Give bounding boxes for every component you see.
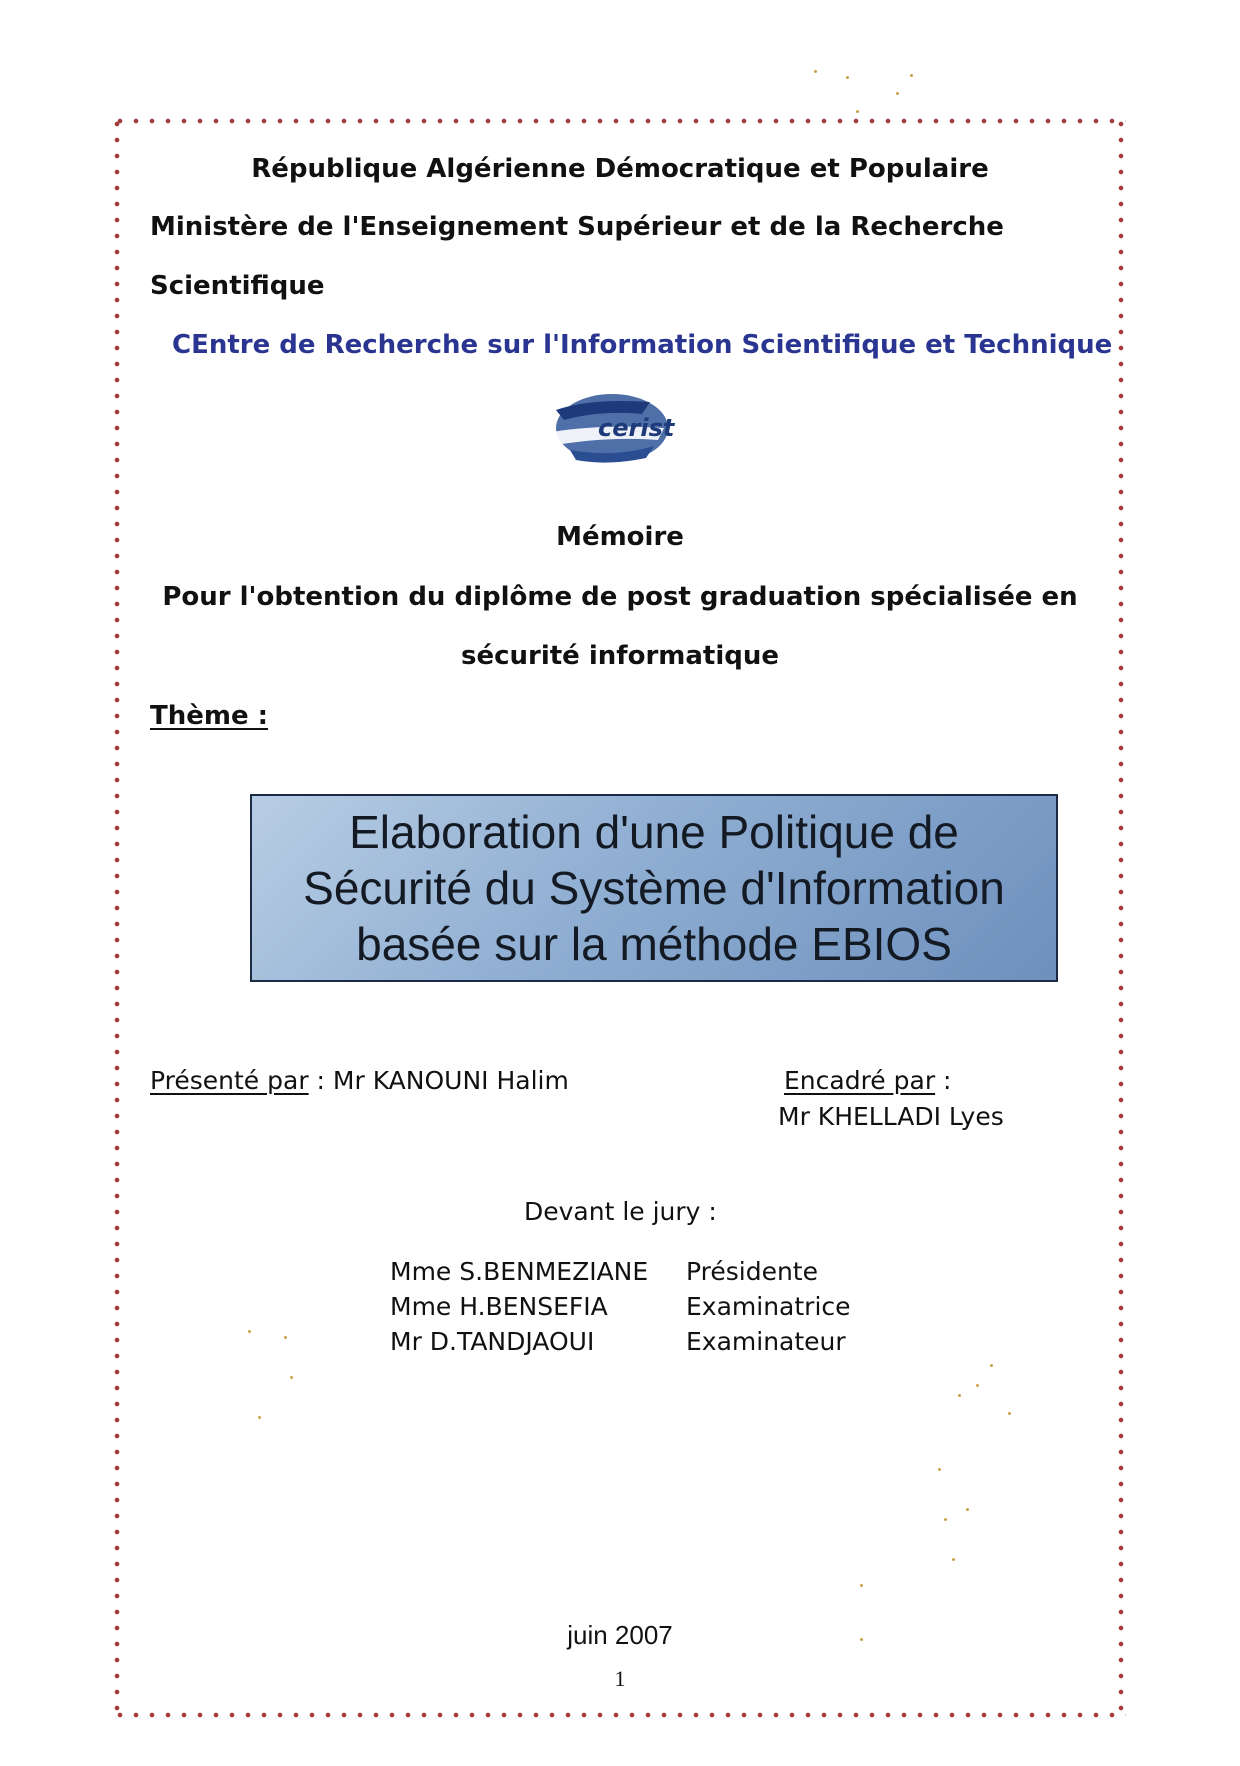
ministry-line-1: Ministère de l'Enseignement Supérieur et de la Recherche (150, 212, 1004, 242)
presented-by (150, 1066, 569, 1095)
supervised-by (784, 1066, 951, 1095)
decorative-speck (1008, 1412, 1011, 1415)
jury-label: Devant le jury : (524, 1197, 717, 1226)
jury-member-name: Mr D.TANDJAOUI (390, 1327, 595, 1356)
jury-member-role: Présidente (686, 1257, 818, 1286)
ministry-line-2: Scientifique (150, 271, 325, 301)
theme-label: Thème : (150, 701, 269, 731)
decorative-speck (938, 1468, 941, 1471)
jury-member-role: Examinatrice (686, 1292, 851, 1321)
decorative-speck (958, 1394, 961, 1397)
decorative-speck (944, 1518, 947, 1521)
purpose-line-2: sécurité informatique (460, 641, 780, 671)
decorative-speck (284, 1336, 287, 1339)
decorative-speck (814, 70, 817, 73)
jury-member-role: Examinateur (686, 1327, 846, 1356)
decorative-speck (860, 1584, 863, 1587)
supervised-separator: : (935, 1066, 952, 1095)
svg-text:cerist: cerist (598, 414, 675, 442)
date: juin 2007 (567, 1620, 673, 1650)
decorative-speck (258, 1416, 261, 1419)
decorative-speck (290, 1376, 293, 1379)
presented-separator: : (308, 1066, 333, 1095)
presented-label: Présenté par (150, 1066, 309, 1095)
jury-member-name: Mme H.BENSEFIA (390, 1292, 608, 1321)
decorative-speck (846, 76, 849, 79)
decorative-speck (856, 110, 859, 113)
jury-member (390, 1327, 846, 1356)
decorative-speck (952, 1558, 955, 1561)
supervisor-name: Mr KHELLADI Lyes (778, 1102, 1004, 1131)
presented-name: Mr KANOUNI Halim (332, 1066, 569, 1095)
jury-member-name: Mme S.BENMEZIANE (390, 1257, 649, 1286)
supervised-label: Encadré par (784, 1066, 936, 1095)
purpose-line-1: Pour l'obtention du diplôme de post graduation spécialisée en (162, 582, 1078, 612)
republic-heading: République Algérienne Démocratique et Populaire (251, 154, 989, 184)
decorative-speck (910, 74, 913, 77)
decorative-speck (860, 1638, 863, 1641)
border-right (1116, 116, 1126, 1720)
theme-box (250, 794, 1058, 982)
theme-title: Elaboration d'une Politique de Sécurité du Système d'Information basée sur la méthode EBIOS (303, 806, 1005, 970)
memoire-title: Mémoire (556, 522, 684, 552)
decorative-speck (976, 1384, 979, 1387)
jury-member (390, 1257, 818, 1286)
decorative-speck (990, 1364, 993, 1367)
decorative-speck (896, 92, 899, 95)
decorative-speck (248, 1330, 251, 1333)
border-bottom (112, 1710, 1126, 1720)
cerist-logo (530, 388, 710, 468)
jury-member (390, 1292, 851, 1321)
border-top (112, 116, 1126, 126)
institution-name: CEntre de Recherche sur l'Information Scientifique et Technique (172, 330, 1113, 360)
page-number: 1 (614, 1666, 626, 1691)
border-left (112, 116, 122, 1720)
decorative-speck (966, 1508, 969, 1511)
